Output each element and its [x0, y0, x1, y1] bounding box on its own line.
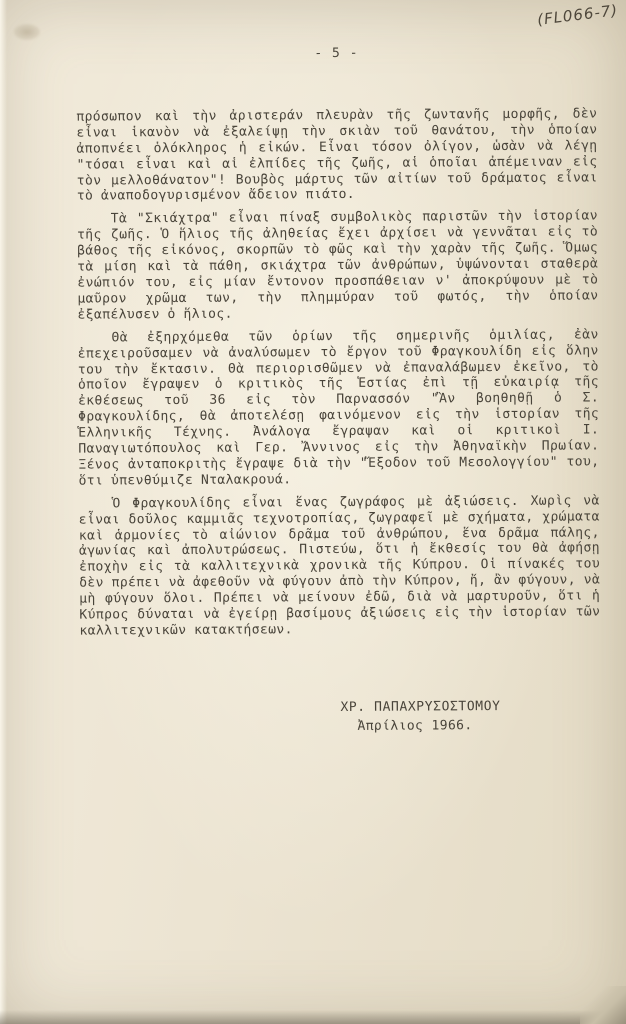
author-name: ΧΡ. ΠΑΠΑΧΡΥΣΟΣΤΟΜΟΥ: [340, 698, 501, 715]
signature-date: Ἀπρίλιος 1966.: [357, 717, 473, 734]
signature-block: [340, 698, 601, 734]
paper-stain: [14, 24, 40, 40]
paragraph-continuation: πρόσωπον καὶ τὴν ἀριστεράν πλευρὰν τῆς ζωντανῆς μορφῆς, δὲν εἶναι ἱκανὸν νὰ ἐξαλείψῃ τὴν σκιὰν τοῦ θανάτου, τὴν ὁποίαν ἀποπνέει ὁλόκληρος ἡ εἰκών. Εἶναι τόσον ὀλίγον, ὡσὰν νὰ λέγῃ "τόσαι εἶναι καὶ αἱ ἐλπίδες τῆς ζωῆς, αἱ ὁποῖαι ἀπέμειναν εἰς τὸν μελλοθάνατον"! Βουβὸς μάρτυς τῶν αἰτίων τοῦ δράματος εἶναι τὸ ἀναποδογυρισμένον ἄδειον πιάτο.: [76, 106, 598, 205]
paragraph: Θὰ ἐξηρχόμεθα τῶν ὁρίων τῆς σημερινῆς ὁμιλίας, ἐὰν ἐπεχειροῦσαμεν νὰ ἀναλύσωμεν τὸ ἔργον τοῦ Φραγκουλίδη εἰς ὅλην του τὴν ἔκτασιν. Θὰ περιορισθῶμεν νὰ ἐπαναλάβωμεν ἐκεῖνο, τὸ ὁποῖον ἔγραψεν ὁ κριτικὸς τῆς Ἑστίας ἐπὶ τῇ εὐκαιρίᾳ τῆς ἐκθέσεως τοῦ 36 εἰς τὸν Παρνασσόν "Ἂν βοηθηθῇ ὁ Σ. Φραγκουλίδης, θὰ ἀποτελέσῃ φαινόμενον εἰς τὴν ἱστορίαν τῆς Ἑλληνικῆς Τέχνης. Ἀνάλογα ἔγραψαν καὶ οἱ κριτικοὶ Ι. Παναγιωτόπουλος καὶ Γερ. Ἄννινος εἰς τὴν Ἀθηναϊκὴν Πρωίαν. Ξένος ἀνταποκριτὴς ἔγραψε διὰ τὴν "Ἔξοδον τοῦ Μεσολογγίου" του, ὅτι ὑπενθύμιζε Νταλακρουά.: [77, 327, 600, 489]
paragraph: Τὰ "Σκιάχτρα" εἶναι πίναξ συμβολικὸς παριστῶν τὴν ἱστορίαν τῆς ζωῆς. Ὁ ἥλιος τῆς ἀληθείας ἔχει ἀρχίσει νὰ γεννᾶται εἰς τὸ βάθος τῆς εἰκόνος, σκορπῶν τὸ φῶς καὶ τὴν χαρὰν τῆς ζωῆς. Ὅμως τὰ μίση καὶ τὰ πάθη, σκιάχτρα τῶν ἀνθρώπων, ὑψώνονται σταθερὰ ἐνώπιόν του, εἰς μίαν ἔντονον προσπάθειαν ν' ἀποκρύψουν μὲ τὸ μαῦρον χρῶμα των, τὴν πλημμύραν τοῦ φωτός, τὴν ὁποίαν ἐξαπέλυσεν ὁ ἥλιος.: [77, 208, 599, 323]
corner-fold: [580, 986, 626, 1024]
paper-edge-left: [0, 0, 7, 1024]
paper-edge-bottom: [0, 1010, 626, 1024]
typewritten-content: [76, 44, 601, 736]
paragraph: Ὁ Φραγκουλίδης εἶναι ἕνας ζωγράφος μὲ ἀξιώσεις. Χωρὶς νὰ εἶναι δοῦλος καμμιᾶς τεχνοτροπίας, ζωγραφεῖ μὲ σχήματα, χρώματα καὶ ἁρμονίες τὸ αἰώνιον δρᾶμα τοῦ ἀνθρώπου, ἕνα δρᾶμα πάλης, ἀγωνίας καὶ ἀπολυτρώσεως. Πιστεύω, ὅτι ἡ ἔκθεσίς του θὰ ἀφήσῃ ἐποχὴν εἰς τὰ καλλιτεχνικὰ χρονικὰ τῆς Κύπρου. Οἱ πίνακές του δὲν πρέπει νὰ ἀφεθοῦν νὰ φύγουν ἀπὸ τὴν Κύπρον, ἤ, ἂν φύγουν, νὰ μὴ φύγουν ὅλοι. Πρέπει νὰ μείνουν ἐδῶ, διὰ νὰ μαρτυροῦν, ὅτι ἡ Κύπρος δύναται νὰ ἐγείρῃ βασίμους ἀξιώσεις εἰς τὴν ἱστορίαν τῶν καλλιτεχνικῶν κατακτήσεων.: [78, 493, 601, 639]
handwritten-archive-annotation: (FL066-7): [535, 1, 619, 29]
document-body: [76, 106, 600, 639]
page-number: - 5 -: [314, 45, 359, 62]
